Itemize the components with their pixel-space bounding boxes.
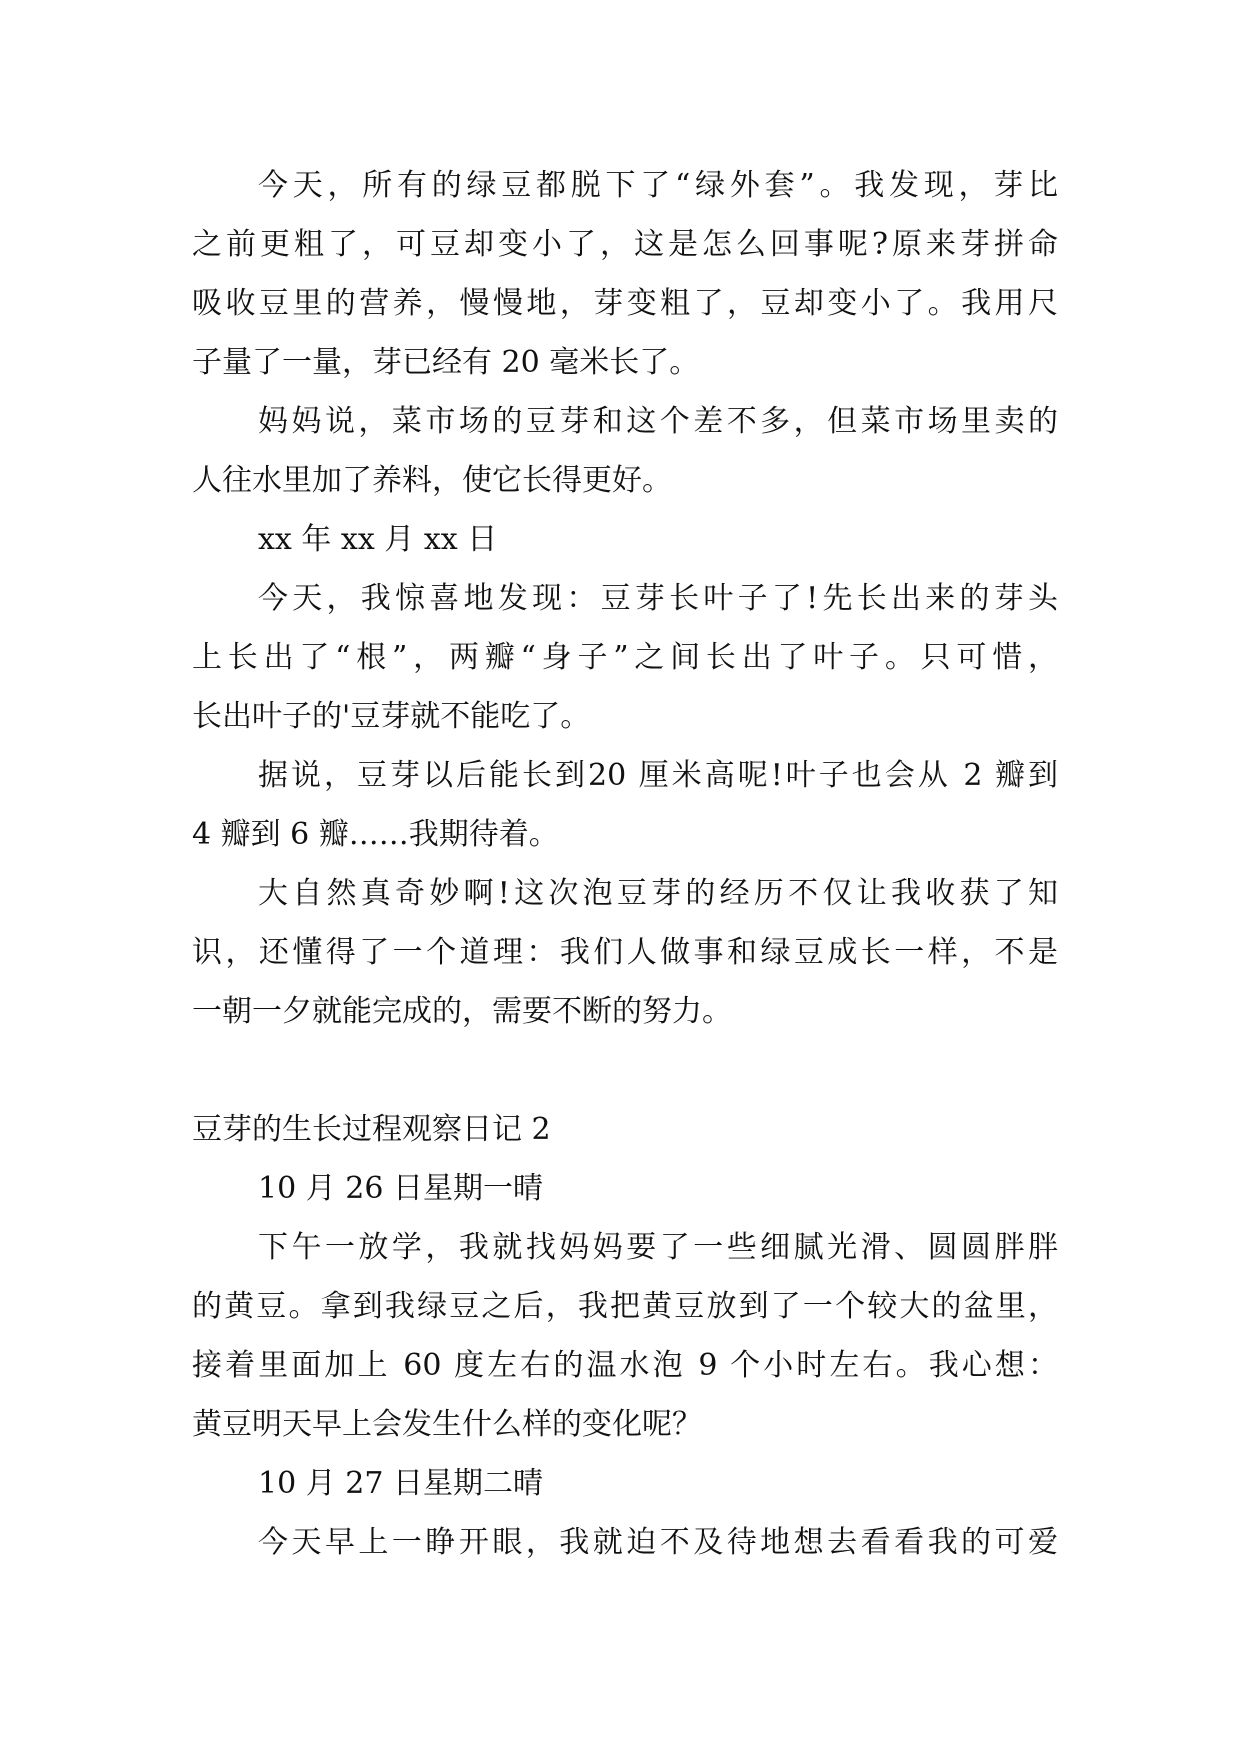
- paragraph: [192, 392, 1058, 510]
- paragraph: [192, 1513, 1058, 1572]
- text-line: 吸收豆里的营养，慢慢地，芽变粗了，豆却变小了。我用尺: [192, 286, 1058, 321]
- text-line: 下午一放学，我就找妈妈要了一些细腻光滑、圆圆胖胖: [258, 1230, 1058, 1265]
- text-line: 妈妈说，菜市场的豆芽和这个差不多，但菜市场里卖的: [258, 404, 1058, 439]
- text-line: 的黄豆。拿到我绿豆之后，我把黄豆放到了一个较大的盆里，: [192, 1289, 1058, 1324]
- text-line: 接着里面加上 60 度左右的温水泡 9 个小时左右。我心想：: [192, 1348, 1058, 1383]
- text-line: 今天早上一睁开眼，我就迫不及待地想去看看我的可爱: [258, 1525, 1058, 1560]
- text-line: 10 月 27 日星期二晴: [258, 1466, 543, 1501]
- text-line: 一朝一夕就能完成的，需要不断的努力。: [192, 994, 732, 1029]
- text-line: 今天，所有的绿豆都脱下了“绿外套”。我发现，芽比: [258, 168, 1058, 203]
- text-line: xx 年 xx 月 xx 日: [258, 522, 498, 557]
- text-line: 之前更粗了，可豆却变小了，这是怎么回事呢?原来芽拼命: [192, 227, 1058, 262]
- text-line: 人往水里加了养料，使它长得更好。: [192, 463, 672, 498]
- text-line: 黄豆明天早上会发生什么样的变化呢？: [192, 1407, 702, 1442]
- paragraph: [192, 864, 1058, 1041]
- text-line: 子量了一量，芽已经有 20 毫米长了。: [192, 345, 700, 380]
- paragraph: [192, 1218, 1058, 1454]
- text-line: 今天，我惊喜地发现：豆芽长叶子了!先长出来的芽头: [258, 581, 1058, 616]
- paragraph: [192, 569, 1058, 746]
- date-heading: [192, 1159, 1058, 1218]
- text-line: 4 瓣到 6 瓣……我期待着。: [192, 817, 559, 852]
- document-body: [192, 156, 1058, 1572]
- date-heading: [192, 1454, 1058, 1513]
- paragraph: [192, 156, 1058, 392]
- date-heading: [192, 510, 1058, 569]
- text-line: 据说，豆芽以后能长到20 厘米高呢!叶子也会从 2 瓣到: [258, 758, 1058, 793]
- text-line: 10 月 26 日星期一晴: [258, 1171, 543, 1206]
- text-line: 大自然真奇妙啊!这次泡豆芽的经历不仅让我收获了知: [258, 876, 1058, 911]
- text-line: 上长出了“根”，两瓣“身子”之间长出了叶子。只可惜，: [192, 640, 1058, 675]
- text-line: 长出叶子的'豆芽就不能吃了。: [192, 699, 591, 734]
- section-title: 豆芽的生长过程观察日记 2: [192, 1112, 551, 1147]
- text-line: 识，还懂得了一个道理：我们人做事和绿豆成长一样，不是: [192, 935, 1058, 970]
- paragraph: [192, 746, 1058, 864]
